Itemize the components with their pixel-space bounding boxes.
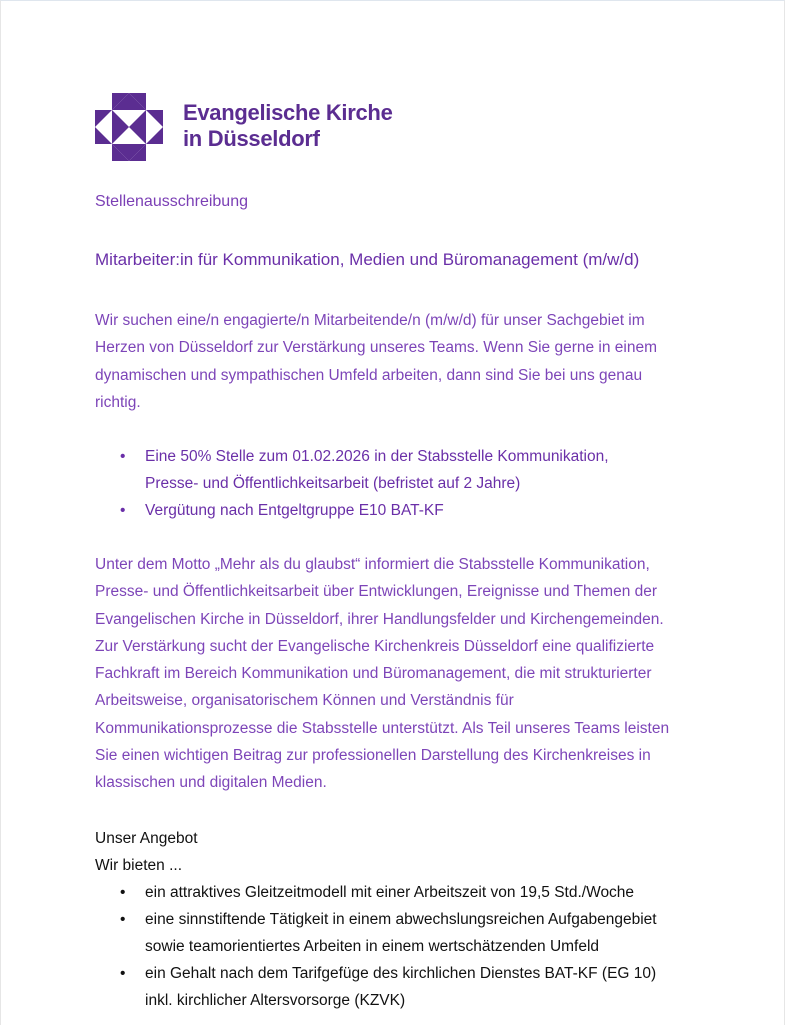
description-line: Fachkraft im Bereich Kommunikation und Büromanagement, die mit strukturierter [95,665,652,683]
intro-line: richtig. [95,393,141,411]
description-line: Evangelischen Kirche in Düsseldorf, ihrer Handlungsfelder und Kirchengemeinden. [95,610,664,628]
list-item-line: inkl. kirchlicher Altersvorsorge (KZVK) [145,992,406,1009]
brand-name [183,100,393,152]
brand-line-2: in Düsseldorf [183,126,320,151]
bullet-icon: • [120,884,126,901]
description-line: Presse- und Öffentlichkeitsarbeit über Entwicklungen, Ereignisse und Themen der [95,583,658,601]
description-line: Unter dem Motto „Mehr als du glaubst“ informiert die Stabsstelle Kommunikation, [95,556,650,573]
description-line: Arbeitsweise, organisatorischem Können und Verständnis für [95,692,514,710]
bullet-icon: • [120,448,126,465]
list-item-line: Presse- und Öffentlichkeitsarbeit (befristet auf 2 Jahre) [145,475,521,492]
list-item-line: Vergütung nach Entgeltgruppe E10 BAT-KF [145,502,444,519]
brand-line-1: Evangelische Kirche [183,100,393,125]
offer-lead: Wir bieten ... [95,857,182,874]
intro-line: dynamischen und sympathischen Umfeld arbeiten, dann sind Sie bei uns genau [95,366,643,384]
highlights-list [120,443,609,524]
list-item [120,497,609,524]
list-item [120,960,657,1014]
bullet-icon: • [120,965,126,982]
list-item [120,879,657,906]
description-line: klassischen und digitalen Medien. [95,774,327,792]
list-item-line: eine sinnstiftende Tätigkeit in einem abwechslungsreichen Aufgabengebiet [145,911,657,928]
description-line: Zur Verstärkung sucht der Evangelische Kirchenkreis Düsseldorf eine qualifizierte [95,637,655,655]
description-line: Sie einen wichtigen Beitrag zur professionellen Darstellung des Kirchenkreises in [95,747,651,765]
bullet-icon: • [120,502,126,519]
offer-heading: Unser Angebot [95,830,198,847]
list-item-line: ein attraktives Gleitzeitmodell mit einer Arbeitszeit von 19,5 Std./Woche [145,884,635,901]
job-title: Mitarbeiter:in für Kommunikation, Medien und Büromanagement (m/w/d) [95,250,640,269]
description-paragraph [95,551,669,797]
list-item-line: ein Gehalt nach dem Tarifgefüge des kirchlichen Dienstes BAT-KF (EG 10) [145,965,657,982]
list-item-line: Eine 50% Stelle zum 01.02.2026 in der Stabsstelle Kommunikation, [145,448,609,465]
intro-line: Wir suchen eine/n engagierte/n Mitarbeitende/n (m/w/d) für unser Sachgebiet im [95,312,645,329]
cross-diamond-logo-icon [95,93,163,161]
list-item [120,443,609,497]
bullet-icon: • [120,911,126,928]
list-item-line: sowie teamorientiertes Arbeiten in einem wertschätzenden Umfeld [145,938,600,955]
intro-paragraph [95,307,657,416]
document-type: Stellenausschreibung [95,193,248,210]
description-line: Kommunikationsprozesse die Stabsstelle unterstützt. Als Teil unseres Teams leisten [95,719,670,737]
list-item [120,906,657,960]
intro-line: Herzen von Düsseldorf zur Verstärkung unseres Teams. Wenn Sie gerne in einem [95,339,658,357]
offer-list [120,879,657,1014]
